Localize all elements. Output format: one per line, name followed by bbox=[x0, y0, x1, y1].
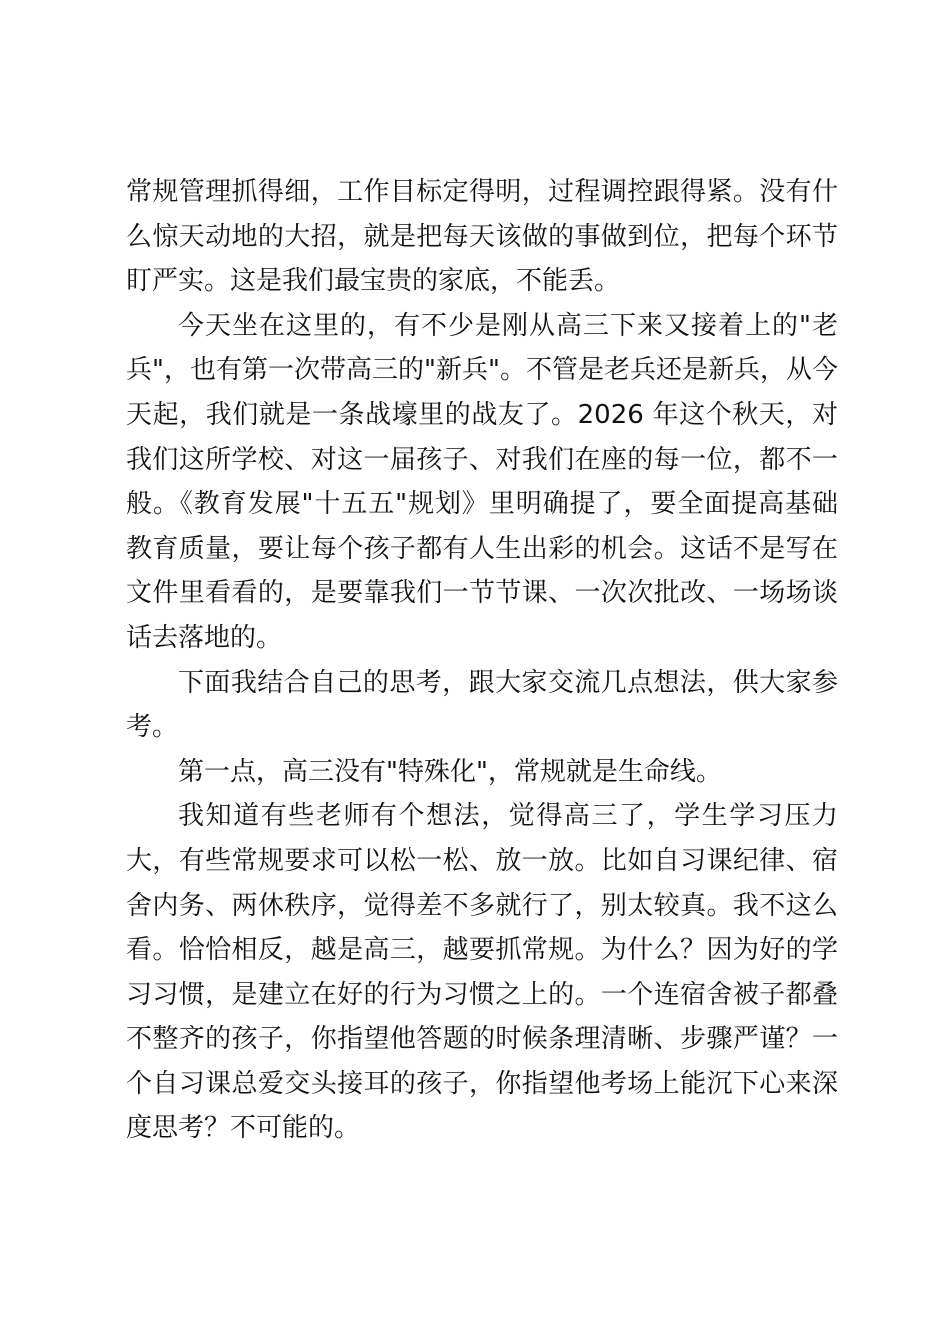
paragraph-intro: 下面我结合自己的思考，跟大家交流几点想法，供大家参考。 bbox=[126, 667, 838, 743]
paragraph-continued: 常规管理抓得细，工作目标定得明，过程调控跟得紧。没有什么惊天动地的大招，就是把每天该做的事做到位，把每个环节盯严实。这是我们最宝贵的家底，不能丢。 bbox=[126, 177, 838, 297]
document-body bbox=[126, 170, 838, 1151]
section-heading-1: 第一点，高三没有"特殊化"，常规就是生命线。 bbox=[178, 756, 722, 787]
paragraph-opening: 今天坐在这里的，有不少是刚从高三下来又接着上的"老兵"，也有第一次带高三的"新兵"。不管是老兵还是新兵，从今天起，我们就是一条战壕里的战友了。2026 年这个秋天，对我们这所学校、对这一届孩子、对我们在座的每一位，都不一般。《教育发展"十五五"规划》里明确提了，要全面提高基础教育质量，要让每个孩子都有人生出彩的机会。这话不是写在文件里看看的，是要靠我们一节节课、一次次批改、一场场谈话去落地的。 bbox=[126, 310, 838, 653]
paragraph-section-1: 我知道有些老师有个想法，觉得高三了，学生学习压力大，有些常规要求可以松一松、放一放。比如自习课纪律、宿舍内务、两休秩序，觉得差不多就行了，别太较真。我不这么看。恰恰相反，越是高三，越要抓常规。为什么？因为好的学习习惯，是建立在好的行为习惯之上的。一个连宿舍被子都叠不整齐的孩子，你指望他答题的时候条理清晰、步骤严谨？一个自习课总爱交头接耳的孩子，你指望他考场上能沉下心来深度思考？不可能的。 bbox=[126, 801, 838, 1144]
